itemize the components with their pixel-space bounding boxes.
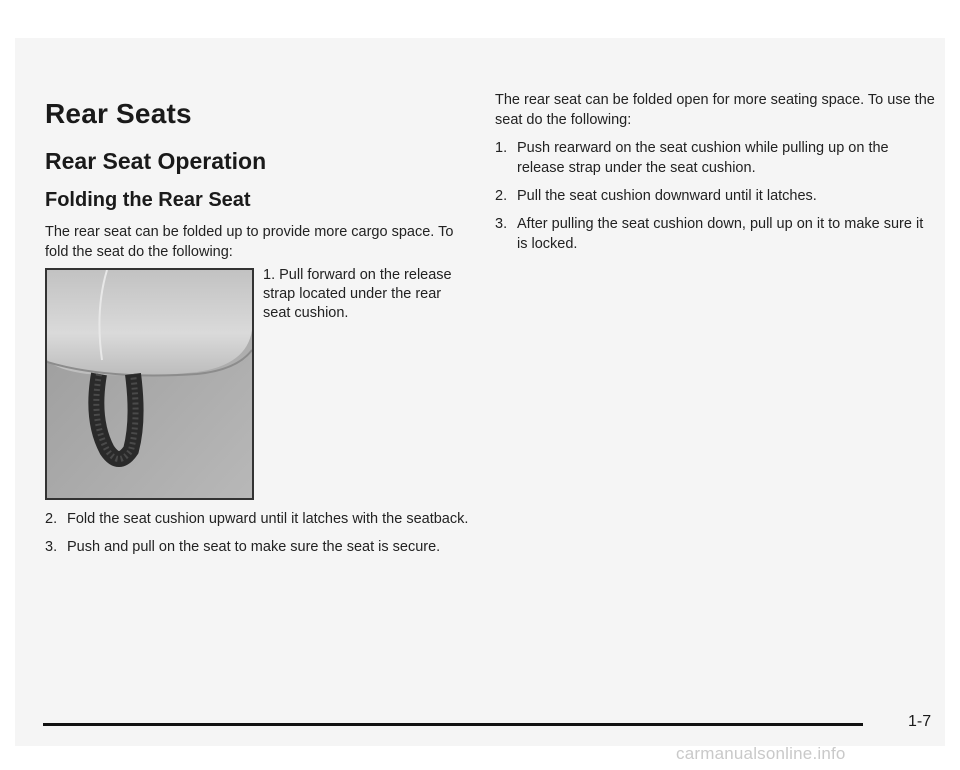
subsection-title: Rear Seat Operation <box>45 148 267 174</box>
fold-step-3-number: 3. <box>45 539 58 555</box>
page-number: 1-7 <box>908 713 932 730</box>
fold-step-2 <box>45 509 475 529</box>
unfold-step-3-number: 3. <box>495 216 508 232</box>
section-title: Rear Seats <box>45 98 192 129</box>
unfold-step-2-text: Pull the seat cushion downward until it latches. <box>517 188 817 204</box>
fold-step-3 <box>45 537 475 557</box>
release-strap-illustration <box>47 270 252 498</box>
fold-step-2-text: Fold the seat cushion upward until it latches with the seatback. <box>67 511 469 527</box>
unfold-step-3-text: After pulling the seat cushion down, pull up on it to make sure it is locked. <box>517 216 924 252</box>
unfold-step-1-text: Push rearward on the seat cushion while pulling up on the release strap under the seat cushion. <box>517 140 889 176</box>
fold-step-3-text: Push and pull on the seat to make sure the seat is secure. <box>67 539 441 555</box>
unfold-step-1 <box>495 138 935 178</box>
watermark: carmanualsonline.info <box>676 744 846 763</box>
left-column <box>45 98 475 557</box>
unfold-intro-paragraph: The rear seat can be folded open for more seating space. To use the seat do the following: <box>495 92 935 128</box>
unfold-step-1-number: 1. <box>495 140 508 156</box>
fold-step-1-text: Pull forward on the release strap located under the rear seat cushion. <box>263 267 452 321</box>
unfold-step-3 <box>495 214 935 254</box>
fold-step-1 <box>263 266 453 323</box>
manual-page <box>15 38 945 746</box>
unfold-step-2 <box>495 186 935 206</box>
unfold-step-2-number: 2. <box>495 188 508 204</box>
release-strap-photo <box>45 268 254 500</box>
fold-steps-list <box>45 509 475 557</box>
fold-intro-paragraph: The rear seat can be folded up to provide more cargo space. To fold the seat do the following: <box>45 224 454 260</box>
right-column <box>495 90 935 254</box>
fold-step-2-number: 2. <box>45 511 58 527</box>
fold-step-1-number: 1. <box>263 267 276 283</box>
topic-title: Folding the Rear Seat <box>45 189 251 211</box>
footer-rule <box>43 723 863 726</box>
step-one-with-photo <box>45 266 475 501</box>
unfold-steps-list <box>495 138 935 254</box>
